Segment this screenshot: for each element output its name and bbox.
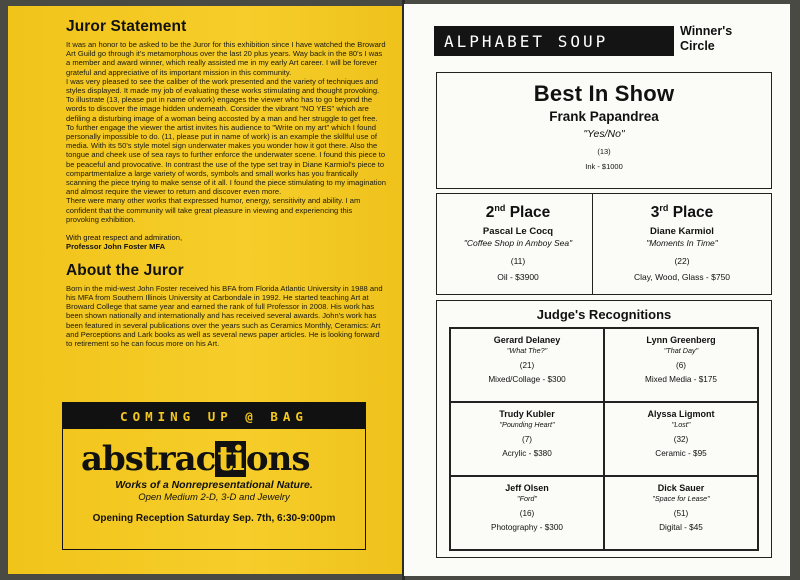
entry-number: (22) xyxy=(674,256,690,267)
logo-part: abstrac xyxy=(81,439,216,479)
best-in-show-box xyxy=(436,72,772,189)
right-page xyxy=(404,4,790,576)
entry-number: (32) xyxy=(673,435,689,444)
juror-statement-body xyxy=(66,40,386,224)
artist-name: Dick Sauer xyxy=(657,483,705,493)
entry-number: (6) xyxy=(675,361,686,370)
artist-name: Trudy Kubler xyxy=(499,409,555,419)
exhibit-medium: Open Medium 2-D, 3-D and Jewelry xyxy=(138,492,290,503)
signature-name: Professor John Foster MFA xyxy=(66,242,166,252)
coming-up-banner: COMING UP @ BAG xyxy=(63,403,365,429)
entry-number: (13) xyxy=(597,147,611,156)
third-place-heading: 3rd Place xyxy=(650,203,714,222)
medium-price: Clay, Wood, Glass - $750 xyxy=(633,272,731,283)
artist-name: Alyssa Ligmont xyxy=(647,409,715,419)
second-place-heading: 2nd Place xyxy=(485,203,551,222)
juror-paragraph: It was an honor to be asked to be the Juror for this exhibition since I have watched the Broward Art Guild go through it's metamorphous over the last 20 plus years. Way back in the 80's I was a member and award winner, which really assisted me in my early Art career. I will be forever grateful and appreciative of its important mission in this community. xyxy=(66,40,386,77)
recognition-cell xyxy=(604,328,758,402)
second-place-box xyxy=(436,193,600,295)
artwork-title: "Coffee Shop in Amboy Sea" xyxy=(463,238,573,249)
medium-price: Ceramic - $95 xyxy=(655,449,707,458)
winners-line: Circle xyxy=(680,39,715,53)
medium-price: Ink - $1000 xyxy=(585,162,623,171)
entry-number: (11) xyxy=(510,256,526,267)
entry-number: (7) xyxy=(521,435,532,444)
about-juror-heading: About the Juror xyxy=(66,261,184,279)
artwork-title: "Ford" xyxy=(517,494,537,503)
best-in-show-heading: Best In Show xyxy=(533,81,675,106)
recognition-cell xyxy=(450,476,604,550)
about-juror-section xyxy=(66,262,386,348)
winner-name: Frank Papandrea xyxy=(549,109,659,124)
judges-recognitions-box xyxy=(436,300,772,558)
winner-name: Pascal Le Cocq xyxy=(482,226,554,238)
entry-number: (16) xyxy=(519,509,535,518)
judges-recognitions-heading: Judge's Recognitions xyxy=(536,307,672,322)
artwork-title: "Space for Lease" xyxy=(652,494,710,503)
artwork-title: "What The?" xyxy=(506,346,548,355)
medium-price: Digital - $45 xyxy=(659,523,703,532)
closing-line: With great respect and admiration, xyxy=(66,233,183,243)
winners-line: Winner's xyxy=(680,24,733,38)
recognition-cell xyxy=(450,328,604,402)
about-juror-body: Born in the mid-west John Foster received his BFA from Florida Atlantic University in 1988 and his MFA from Southern Illinois University at Carbondale in 1992. He started teaching Art at Broward College that same year and earned the rank of full Professor in 2008. His work has been shown nationally and internationally and has received several awards. John's work has been featured in several publications over the years such as Ceramics Monthly, Ceramics: Art and Perceptions and Lark books as well as several news paper articles. He is looking forward to retirement so he can focus more on his Art. xyxy=(66,283,383,349)
abstractions-logo xyxy=(81,441,365,477)
medium-price: Oil - $3900 xyxy=(497,272,539,283)
juror-paragraph: I was very pleased to see the caliber of the work presented and the variety of techniques and styles displayed. It made my job of evaluating these works stimulating and thought provoking. To illustrate (13, please put in name of work) engages the viewer who has to go beyond the words to discover the image hidden underneath. Consider the vibrant "NO YES" which are defiling a disturbing image of a woman being accosted by a man and her struggle to get free. To further engage the viewer the artist invites his audience to "Write on my art" which I found personally impossible to do. (11, please put in name of work) is an example the skillful use of media. With its 50's style motel sign underwater makes you wonder how it got there. Also the tongue and cheek use of sea rays to further enforce the underwater scene. I found this piece to be peaceful and provocative. In contrast the use of the type set tray in Diane Karmiol's piece to compartmentalize a large variety of words, symbols and small works has you frantically scanning the piece trying to make sense of it all. I found the piece stimulating to my imagination and almost require the viewer to return and discover even more. xyxy=(66,76,386,197)
entry-number: (21) xyxy=(519,361,535,370)
medium-price: Mixed/Collage - $300 xyxy=(488,375,566,384)
artist-name: Lynn Greenberg xyxy=(646,335,716,345)
logo-part: ons xyxy=(245,439,310,479)
alphabet-soup-banner: ALPHABET SOUP xyxy=(434,26,674,56)
recognitions-grid xyxy=(449,327,759,551)
signature-block xyxy=(66,233,386,252)
entry-number: (51) xyxy=(673,509,689,518)
logo-part: ti xyxy=(217,439,244,479)
artwork-title: "Pounding Heart" xyxy=(499,420,555,429)
coming-up-ad xyxy=(62,402,366,550)
winners-circle-title xyxy=(680,24,732,54)
recognition-cell xyxy=(450,402,604,476)
opening-reception: Opening Reception Saturday Sep. 7th, 6:30-9:00pm xyxy=(92,513,336,524)
artwork-title: "Yes/No" xyxy=(583,128,625,140)
third-place-box xyxy=(592,193,772,295)
medium-price: Photography - $300 xyxy=(491,523,563,532)
artwork-title: "That Day" xyxy=(663,346,699,355)
recognition-cell xyxy=(604,476,758,550)
winner-name: Diane Karmiol xyxy=(650,226,714,238)
artwork-title: "Lost" xyxy=(671,420,691,429)
artist-name: Jeff Olsen xyxy=(505,483,549,493)
medium-price: Mixed Media - $175 xyxy=(645,375,717,384)
medium-price: Acrylic - $380 xyxy=(502,449,552,458)
artist-name: Gerard Delaney xyxy=(493,335,561,345)
recognition-cell xyxy=(604,402,758,476)
exhibit-tagline: Works of a Nonrepresentational Nature. xyxy=(115,479,313,491)
juror-statement-heading: Juror Statement xyxy=(66,18,187,35)
artwork-title: "Moments In Time" xyxy=(646,238,718,249)
juror-paragraph: There were many other works that expressed humor, energy, sensitivity and ability. I am confident that the community will take great pleasure in viewing and experiencing this provoking exhibition. xyxy=(66,196,361,224)
